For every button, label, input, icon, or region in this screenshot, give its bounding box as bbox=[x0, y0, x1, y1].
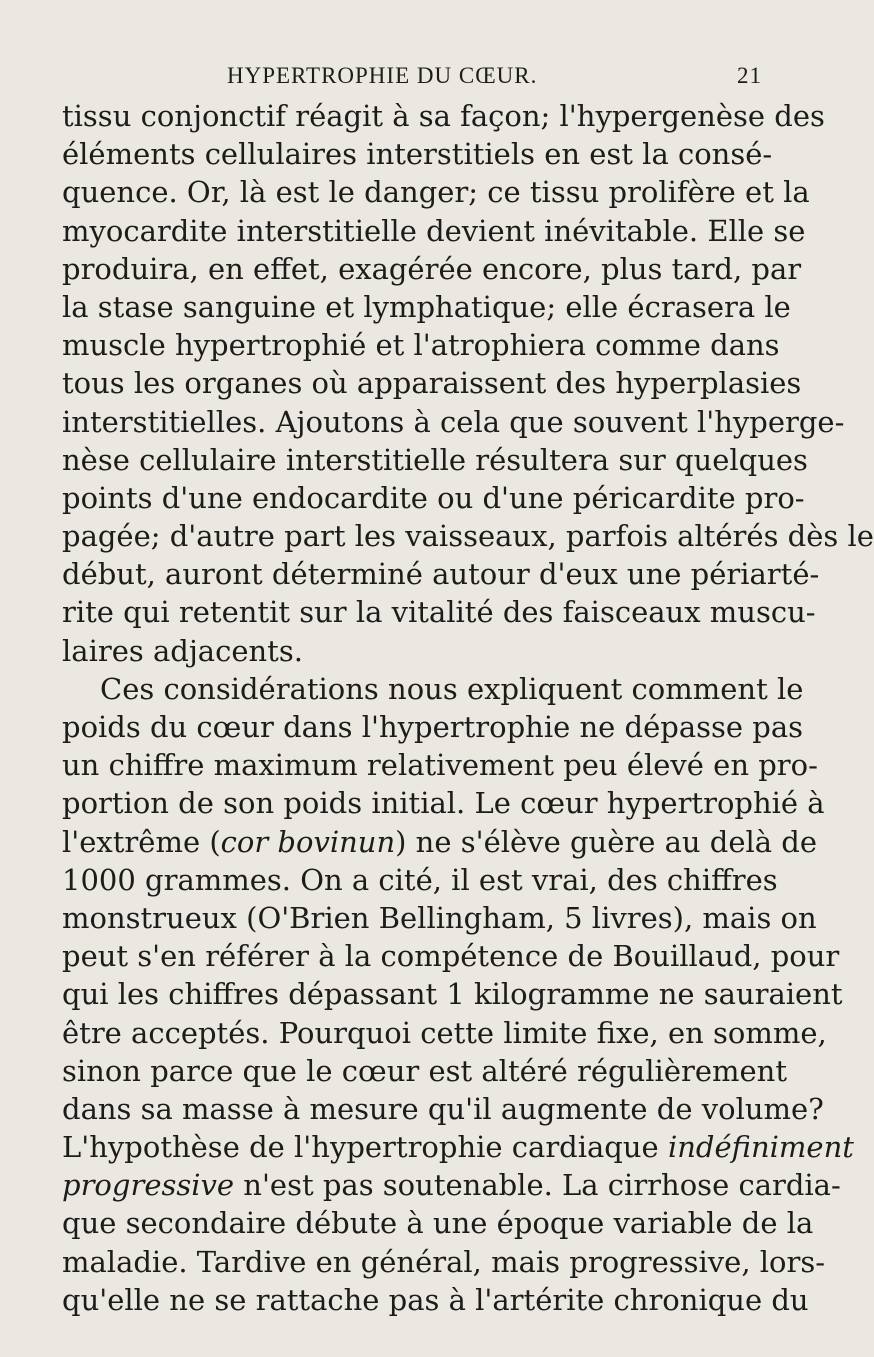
text-line bbox=[62, 1090, 824, 1128]
text-line bbox=[62, 441, 808, 479]
text-segment: portion de son poids initial. Le cœur hypertrophié à bbox=[62, 786, 825, 821]
text-segment: poids du cœur dans l'hypertrophie ne dépasse pas bbox=[62, 710, 804, 744]
text-segment: pagée; d'autre part les vaisseaux, parfois altérés dès le bbox=[62, 519, 874, 554]
text-line bbox=[62, 250, 802, 288]
text-line bbox=[62, 364, 802, 402]
text-segment: début, auront déterminé autour d'eux une périarté- bbox=[62, 557, 820, 592]
body-text bbox=[62, 97, 874, 1319]
text-segment: l'extrême ( bbox=[62, 824, 221, 859]
italic-text: indéfiniment bbox=[667, 1130, 854, 1165]
text-line bbox=[62, 1128, 854, 1166]
text-line bbox=[62, 403, 845, 441]
text-segment: Ces considérations nous expliquent comment le bbox=[100, 671, 804, 706]
text-line bbox=[62, 1014, 827, 1052]
text-line bbox=[62, 97, 825, 135]
text-line bbox=[62, 746, 818, 784]
text-segment: myocardite interstitielle devient inévitable. Elle se bbox=[62, 213, 806, 248]
text-segment: que secondaire débute à une époque variable de la bbox=[62, 1206, 814, 1241]
text-line bbox=[62, 632, 762, 670]
text-segment: dans sa masse à mesure qu'il augmente de volume? bbox=[62, 1091, 824, 1126]
italic-text: cor bovinun bbox=[220, 824, 396, 859]
text-segment: laires adjacents. bbox=[62, 633, 303, 668]
text-line bbox=[62, 784, 825, 822]
text-segment: peut s'en référer à la compétence de Bouillaud, pour bbox=[62, 939, 840, 974]
text-segment: être acceptés. Pourquoi cette limite fixe, en somme, bbox=[62, 1015, 827, 1050]
text-line bbox=[62, 1204, 814, 1242]
text-segment: monstrueux (O'Brien Bellingham, 5 livres), mais on bbox=[62, 900, 817, 935]
text-segment: interstitielles. Ajoutons à cela que souvent l'hyperge- bbox=[62, 404, 845, 439]
text-segment: qui les chiffres dépassant 1 kilogramme ne sauraient bbox=[62, 977, 843, 1012]
text-line bbox=[62, 479, 805, 517]
text-line bbox=[62, 708, 804, 746]
text-segment: n'est pas soutenable. La cirrhose cardia- bbox=[234, 1168, 841, 1203]
text-line bbox=[62, 823, 818, 861]
text-segment: 1000 grammes. On a cité, il est vrai, des chiffres bbox=[62, 862, 778, 897]
running-title: HYPERTROPHIE DU CŒUR. bbox=[227, 63, 538, 88]
text-segment: un chiffre maximum relativement peu élevé en pro- bbox=[62, 748, 818, 783]
text-line bbox=[62, 212, 806, 250]
italic-text: progressive bbox=[62, 1168, 235, 1203]
text-segment: rite qui retentit sur la vitalité des faisceaux muscu- bbox=[62, 595, 816, 630]
text-segment: produira, en effet, exagérée encore, plus tard, par bbox=[62, 251, 802, 286]
text-line bbox=[62, 899, 817, 937]
text-line bbox=[62, 173, 810, 211]
text-segment: tissu conjonctif réagit à sa façon; l'hypergenèse des bbox=[62, 99, 825, 133]
text-segment: tous les organes où apparaissent des hyperplasies bbox=[62, 366, 802, 401]
text-line bbox=[62, 555, 820, 593]
running-head bbox=[62, 63, 762, 93]
text-line bbox=[62, 975, 843, 1013]
text-line bbox=[62, 288, 791, 326]
text-segment: la stase sanguine et lymphatique; elle écrasera le bbox=[62, 289, 791, 324]
text-segment: sinon parce que le cœur est altéré régulièrement bbox=[62, 1053, 788, 1088]
text-segment: ) ne s'élève guère au delà de bbox=[395, 824, 818, 859]
text-segment: muscle hypertrophié et l'atrophiera comme dans bbox=[62, 328, 780, 363]
text-segment: maladie. Tardive en général, mais progressive, lors- bbox=[62, 1244, 826, 1279]
text-segment: quence. Or, là est le danger; ce tissu prolifère et la bbox=[62, 175, 810, 210]
text-segment: qu'elle ne se rattache pas à l'artérite chronique du bbox=[62, 1282, 809, 1317]
text-segment: éléments cellulaires interstitiels en est la consé- bbox=[62, 137, 773, 172]
text-line bbox=[62, 517, 874, 555]
text-line bbox=[62, 937, 840, 975]
text-line bbox=[62, 1052, 788, 1090]
text-line bbox=[62, 135, 773, 173]
text-line bbox=[62, 1281, 809, 1319]
text-segment: nèse cellulaire interstitielle résultera sur quelques bbox=[62, 442, 808, 477]
text-line bbox=[62, 1243, 826, 1281]
text-segment: L'hypothèse de l'hypertrophie cardiaque bbox=[62, 1130, 668, 1165]
text-segment: points d'une endocardite ou d'une péricardite pro- bbox=[62, 480, 805, 515]
page-number: 21 bbox=[737, 63, 762, 88]
text-line bbox=[62, 1166, 841, 1204]
text-line bbox=[62, 670, 804, 708]
text-line bbox=[62, 861, 778, 899]
text-line bbox=[62, 593, 816, 631]
text-line bbox=[62, 326, 780, 364]
